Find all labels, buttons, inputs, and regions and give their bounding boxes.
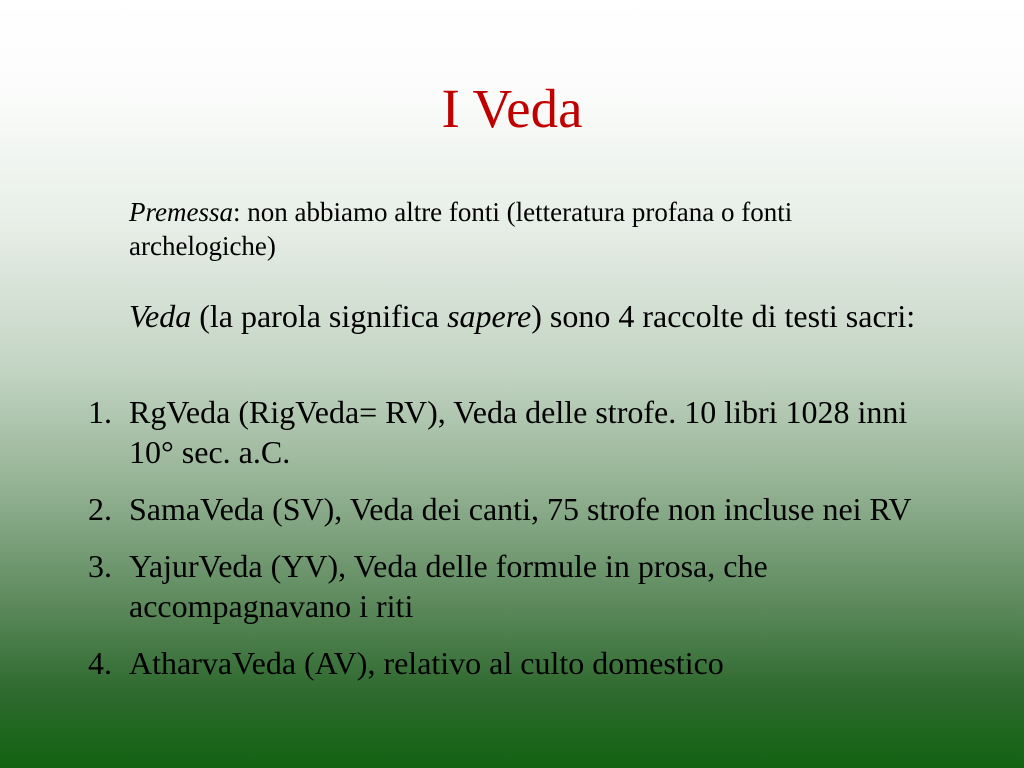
list-item-text: SamaVeda (SV), Veda dei canti, 75 strofe non incluse nei RV — [129, 491, 912, 527]
list-item-number: 4. — [88, 645, 112, 681]
premessa-label: Premessa — [129, 197, 233, 227]
list-item — [0, 643, 959, 683]
premessa-paragraph — [129, 195, 919, 263]
list-item-number: 3. — [88, 548, 112, 584]
list-item-text: YajurVeda (YV), Veda delle formule in prosa, che accompagnavano i riti — [129, 548, 768, 624]
veda-list — [0, 392, 1024, 700]
veda-intro-paragraph — [129, 296, 959, 336]
list-item — [0, 546, 959, 626]
slide-title: I Veda — [441, 78, 583, 139]
veda-word: Veda — [129, 298, 192, 334]
list-item-text: AtharvaVeda (AV), relativo al culto domestico — [129, 645, 724, 681]
list-item-number: 1. — [88, 394, 112, 430]
premessa-text: : non abbiamo altre fonti (letteratura profana o fonti archelogiche) — [129, 197, 793, 261]
list-item-text: RgVeda (RigVeda= RV), Veda delle strofe. 10 libri 1028 inni 10° sec. a.C. — [129, 394, 908, 470]
veda-intro-text-before: (la parola significa — [191, 298, 448, 334]
list-item — [0, 392, 959, 472]
veda-intro-text-after: ) sono 4 raccolte di testi sacri: — [531, 298, 916, 334]
list-item — [0, 489, 959, 529]
sapere-word: sapere — [447, 298, 532, 334]
list-item-number: 2. — [88, 491, 112, 527]
